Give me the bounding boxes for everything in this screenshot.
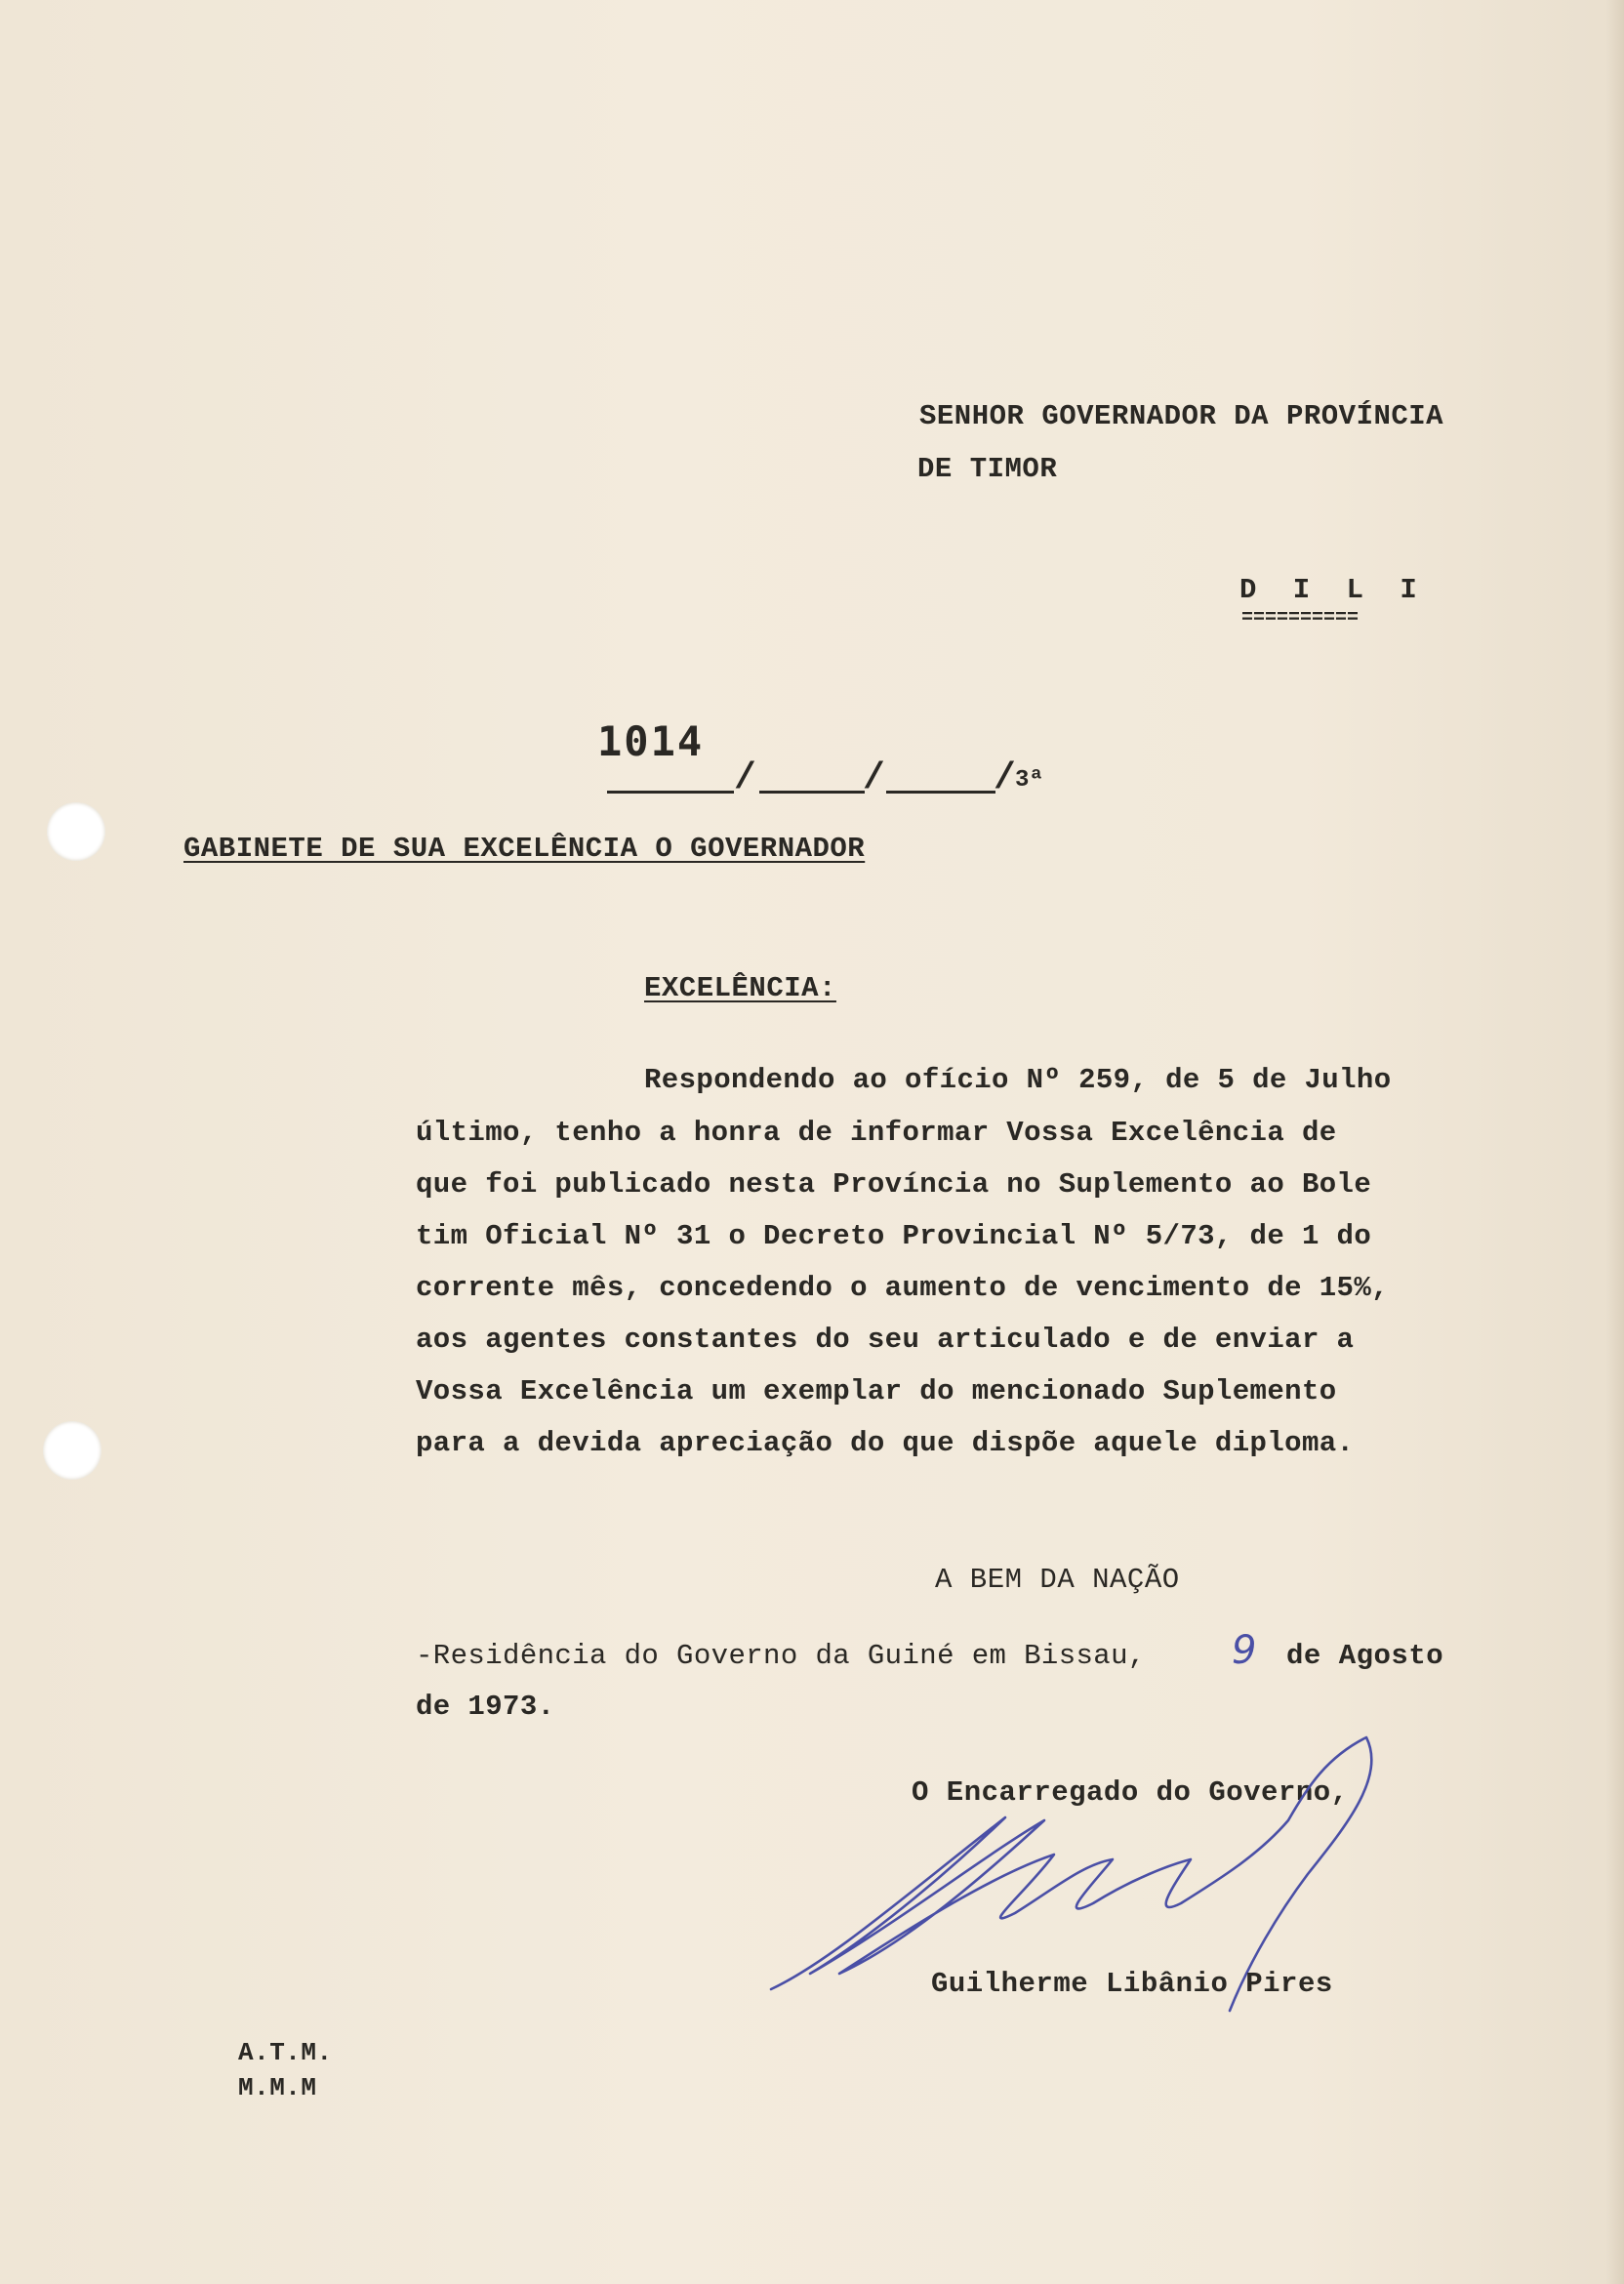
- city-double-rule: ==========: [1241, 607, 1360, 630]
- ref-blank-2: [759, 791, 865, 794]
- body-line-8: para a devida apreciação do que dispõe aquele diploma.: [416, 1427, 1355, 1459]
- office-heading: GABINETE DE SUA EXCELÊNCIA O GOVERNADOR: [183, 833, 866, 865]
- recipient-city: D I L I: [1239, 574, 1427, 606]
- paper-edge-shadow: [1606, 0, 1624, 2284]
- reference-number: 1014: [597, 717, 705, 765]
- recipient-line-2: DE TIMOR: [917, 453, 1058, 485]
- body-line-6: aos agentes constantes do seu articulado e de enviar a: [416, 1324, 1355, 1356]
- ref-blank-3: [886, 791, 995, 794]
- body-line-1: Respondendo ao ofício Nº 259, de 5 de Julho: [644, 1064, 1392, 1096]
- initials-2: M.M.M: [238, 2073, 317, 2102]
- salutation: EXCELÊNCIA:: [644, 972, 836, 1004]
- date-year: de 1973.: [416, 1691, 555, 1723]
- ref-slash-3: /: [994, 757, 1016, 799]
- body-line-5: corrente mês, concedendo o aumento de vencimento de 15%,: [416, 1272, 1389, 1304]
- punch-hole-bottom: [43, 1421, 102, 1480]
- signatory-name: Guilherme Libânio Pires: [931, 1968, 1333, 2000]
- handwritten-day: 9: [1232, 1628, 1257, 1673]
- punch-hole-top: [47, 802, 105, 861]
- signature-title: O Encarregado do Governo,: [912, 1776, 1349, 1809]
- date-month: de Agosto: [1286, 1640, 1444, 1672]
- ref-slash-1: /: [734, 757, 756, 799]
- recipient-line-1: SENHOR GOVERNADOR DA PROVÍNCIA: [919, 400, 1444, 432]
- body-line-3: que foi publicado nesta Província no Suplemento ao Bole: [416, 1168, 1372, 1201]
- place-line: -Residência do Governo da Guiné em Bissau,: [416, 1640, 1146, 1672]
- ref-blank-1: [607, 791, 734, 794]
- reference-suffix: 3ª: [1015, 767, 1044, 794]
- body-line-2: último, tenho a honra de informar Vossa Excelência de: [416, 1117, 1337, 1149]
- body-line-4: tim Oficial Nº 31 o Decreto Provincial Nº 5/73, de 1 do: [416, 1220, 1372, 1252]
- closing-formula: A BEM DA NAÇÃO: [935, 1564, 1180, 1596]
- initials-1: A.T.M.: [238, 2038, 333, 2067]
- ref-slash-2: /: [863, 757, 885, 799]
- body-line-7: Vossa Excelência um exemplar do mencionado Suplemento: [416, 1375, 1337, 1407]
